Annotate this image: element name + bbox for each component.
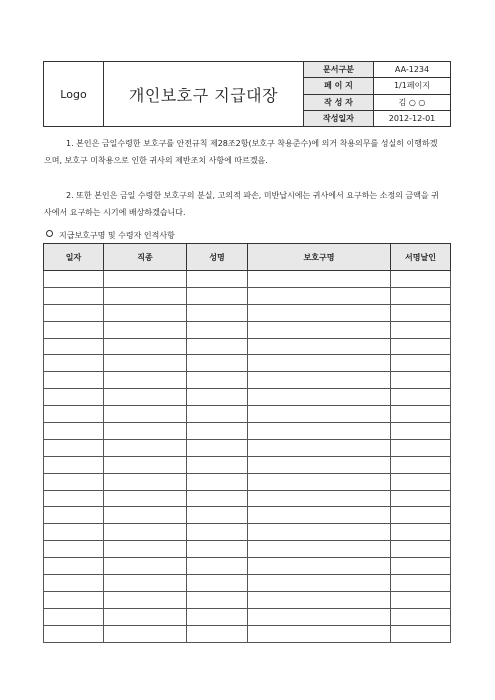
cell-occupation[interactable] bbox=[104, 287, 187, 304]
cell-signature[interactable] bbox=[391, 271, 451, 288]
meta-value-doc-type: AA-1234 bbox=[374, 62, 451, 78]
cell-signature[interactable] bbox=[391, 507, 451, 524]
meta-label-date: 작성일자 bbox=[304, 110, 374, 126]
cell-date[interactable] bbox=[44, 507, 104, 524]
column-header-signature: 서명날인 bbox=[391, 244, 451, 271]
cell-occupation[interactable] bbox=[104, 406, 187, 423]
section-heading bbox=[46, 230, 175, 241]
meta-value-page: 1/1페이지 bbox=[374, 78, 451, 94]
cell-name[interactable] bbox=[187, 490, 248, 507]
cell-name[interactable] bbox=[187, 524, 248, 541]
cell-occupation[interactable] bbox=[104, 389, 187, 406]
table-row bbox=[44, 304, 451, 321]
cell-date[interactable] bbox=[44, 271, 104, 288]
column-header-date: 일자 bbox=[44, 244, 104, 271]
column-header-name: 성명 bbox=[187, 244, 248, 271]
table-row bbox=[44, 473, 451, 490]
cell-occupation[interactable] bbox=[104, 439, 187, 456]
cell-equipment[interactable] bbox=[248, 355, 391, 372]
cell-equipment[interactable] bbox=[248, 271, 391, 288]
cell-occupation[interactable] bbox=[104, 608, 187, 625]
table-row bbox=[44, 456, 451, 473]
cell-date[interactable] bbox=[44, 575, 104, 592]
cell-name[interactable] bbox=[187, 389, 248, 406]
table-row bbox=[44, 558, 451, 575]
cell-equipment[interactable] bbox=[248, 287, 391, 304]
cell-signature[interactable] bbox=[391, 389, 451, 406]
cell-name[interactable] bbox=[187, 321, 248, 338]
table-row bbox=[44, 591, 451, 608]
cell-signature[interactable] bbox=[391, 625, 451, 642]
cell-equipment[interactable] bbox=[248, 304, 391, 321]
table-row bbox=[44, 406, 451, 423]
cell-signature[interactable] bbox=[391, 558, 451, 575]
cell-signature[interactable] bbox=[391, 591, 451, 608]
meta-label-page: 페 이 지 bbox=[304, 78, 374, 94]
cell-date[interactable] bbox=[44, 372, 104, 389]
cell-name[interactable] bbox=[187, 625, 248, 642]
cell-name[interactable] bbox=[187, 591, 248, 608]
column-header-occupation: 직종 bbox=[104, 244, 187, 271]
cell-date[interactable] bbox=[44, 355, 104, 372]
column-header-equipment: 보호구명 bbox=[248, 244, 391, 271]
cell-signature[interactable] bbox=[391, 541, 451, 558]
cell-signature[interactable] bbox=[391, 608, 451, 625]
table-row bbox=[44, 338, 451, 355]
cell-occupation[interactable] bbox=[104, 541, 187, 558]
cell-name[interactable] bbox=[187, 473, 248, 490]
cell-occupation[interactable] bbox=[104, 507, 187, 524]
cell-date[interactable] bbox=[44, 321, 104, 338]
document-header bbox=[43, 61, 451, 127]
table-row bbox=[44, 490, 451, 507]
cell-date[interactable] bbox=[44, 423, 104, 440]
cell-equipment[interactable] bbox=[248, 406, 391, 423]
cell-signature[interactable] bbox=[391, 490, 451, 507]
cell-signature[interactable] bbox=[391, 575, 451, 592]
cell-signature[interactable] bbox=[391, 321, 451, 338]
logo: Logo bbox=[44, 62, 104, 127]
cell-occupation[interactable] bbox=[104, 372, 187, 389]
cell-equipment[interactable] bbox=[248, 372, 391, 389]
circle-bullet-icon bbox=[46, 230, 53, 237]
cell-date[interactable] bbox=[44, 524, 104, 541]
cell-name[interactable] bbox=[187, 507, 248, 524]
cell-signature[interactable] bbox=[391, 304, 451, 321]
cell-occupation[interactable] bbox=[104, 558, 187, 575]
cell-date[interactable] bbox=[44, 490, 104, 507]
issuance-table-body bbox=[44, 271, 451, 643]
meta-label-author: 작 성 자 bbox=[304, 94, 374, 110]
cell-occupation[interactable] bbox=[104, 456, 187, 473]
cell-occupation[interactable] bbox=[104, 524, 187, 541]
cell-date[interactable] bbox=[44, 287, 104, 304]
cell-name[interactable] bbox=[187, 558, 248, 575]
issuance-table bbox=[43, 243, 451, 643]
table-row bbox=[44, 372, 451, 389]
cell-signature[interactable] bbox=[391, 439, 451, 456]
cell-signature[interactable] bbox=[391, 423, 451, 440]
cell-occupation[interactable] bbox=[104, 271, 187, 288]
cell-name[interactable] bbox=[187, 456, 248, 473]
cell-name[interactable] bbox=[187, 271, 248, 288]
table-row bbox=[44, 423, 451, 440]
meta-label-doc-type: 문서구분 bbox=[304, 62, 374, 78]
cell-date[interactable] bbox=[44, 338, 104, 355]
cell-equipment[interactable] bbox=[248, 423, 391, 440]
cell-occupation[interactable] bbox=[104, 625, 187, 642]
cell-occupation[interactable] bbox=[104, 338, 187, 355]
document-title: 개인보호구 지급대장 bbox=[104, 62, 304, 127]
cell-date[interactable] bbox=[44, 304, 104, 321]
table-row bbox=[44, 271, 451, 288]
table-row bbox=[44, 321, 451, 338]
pledge-paragraph-2: 2. 또한 본인은 금일 수령한 보호구의 분실, 고의적 파손, 미반납시에는 귀사에서 요구하는 소정의 금액을 귀사에서 요구하는 시기에 배상하겠습니다. bbox=[44, 191, 439, 217]
table-row bbox=[44, 355, 451, 372]
table-row bbox=[44, 389, 451, 406]
cell-name[interactable] bbox=[187, 423, 248, 440]
cell-date[interactable] bbox=[44, 591, 104, 608]
cell-equipment[interactable] bbox=[248, 608, 391, 625]
cell-date[interactable] bbox=[44, 541, 104, 558]
cell-signature[interactable] bbox=[391, 456, 451, 473]
cell-signature[interactable] bbox=[391, 473, 451, 490]
cell-signature[interactable] bbox=[391, 355, 451, 372]
cell-equipment[interactable] bbox=[248, 575, 391, 592]
cell-equipment[interactable] bbox=[248, 473, 391, 490]
cell-date[interactable] bbox=[44, 558, 104, 575]
cell-date[interactable] bbox=[44, 456, 104, 473]
cell-name[interactable] bbox=[187, 406, 248, 423]
cell-name[interactable] bbox=[187, 541, 248, 558]
table-row bbox=[44, 507, 451, 524]
cell-signature[interactable] bbox=[391, 287, 451, 304]
cell-equipment[interactable] bbox=[248, 524, 391, 541]
cell-name[interactable] bbox=[187, 575, 248, 592]
table-row bbox=[44, 524, 451, 541]
cell-occupation[interactable] bbox=[104, 321, 187, 338]
cell-equipment[interactable] bbox=[248, 558, 391, 575]
cell-equipment[interactable] bbox=[248, 321, 391, 338]
cell-signature[interactable] bbox=[391, 406, 451, 423]
cell-occupation[interactable] bbox=[104, 591, 187, 608]
meta-value-date: 2012-12-01 bbox=[374, 110, 451, 126]
cell-occupation[interactable] bbox=[104, 490, 187, 507]
cell-occupation[interactable] bbox=[104, 423, 187, 440]
cell-equipment[interactable] bbox=[248, 591, 391, 608]
cell-equipment[interactable] bbox=[248, 389, 391, 406]
cell-occupation[interactable] bbox=[104, 355, 187, 372]
section-heading-text: 지급보호구명 및 수령자 인적사항 bbox=[59, 231, 175, 240]
cell-date[interactable] bbox=[44, 625, 104, 642]
pledge-paragraph-1: 1. 본인은 금일수령한 보호구를 안전규칙 제28조2항(보호구 착용준수)에 의거 착용의무를 성실히 이행하겠으며, 보호구 미착용으로 인한 귀사의 제반조치 사항에 따르겠음. bbox=[44, 139, 438, 165]
cell-equipment[interactable] bbox=[248, 625, 391, 642]
cell-date[interactable] bbox=[44, 406, 104, 423]
cell-equipment[interactable] bbox=[248, 541, 391, 558]
cell-equipment[interactable] bbox=[248, 490, 391, 507]
cell-signature[interactable] bbox=[391, 524, 451, 541]
cell-name[interactable] bbox=[187, 338, 248, 355]
table-row bbox=[44, 575, 451, 592]
cell-signature[interactable] bbox=[391, 338, 451, 355]
cell-occupation[interactable] bbox=[104, 304, 187, 321]
cell-name[interactable] bbox=[187, 608, 248, 625]
cell-equipment[interactable] bbox=[248, 507, 391, 524]
cell-name[interactable] bbox=[187, 304, 248, 321]
table-row bbox=[44, 439, 451, 456]
table-row bbox=[44, 608, 451, 625]
cell-name[interactable] bbox=[187, 355, 248, 372]
cell-equipment[interactable] bbox=[248, 338, 391, 355]
cell-equipment[interactable] bbox=[248, 439, 391, 456]
cell-occupation[interactable] bbox=[104, 473, 187, 490]
cell-date[interactable] bbox=[44, 439, 104, 456]
cell-signature[interactable] bbox=[391, 372, 451, 389]
table-row bbox=[44, 625, 451, 642]
cell-name[interactable] bbox=[187, 439, 248, 456]
cell-occupation[interactable] bbox=[104, 575, 187, 592]
table-row bbox=[44, 287, 451, 304]
cell-equipment[interactable] bbox=[248, 456, 391, 473]
cell-date[interactable] bbox=[44, 608, 104, 625]
table-row bbox=[44, 541, 451, 558]
cell-date[interactable] bbox=[44, 389, 104, 406]
cell-name[interactable] bbox=[187, 372, 248, 389]
cell-name[interactable] bbox=[187, 287, 248, 304]
cell-date[interactable] bbox=[44, 473, 104, 490]
meta-value-author: 김 ○ ○ bbox=[374, 94, 451, 110]
